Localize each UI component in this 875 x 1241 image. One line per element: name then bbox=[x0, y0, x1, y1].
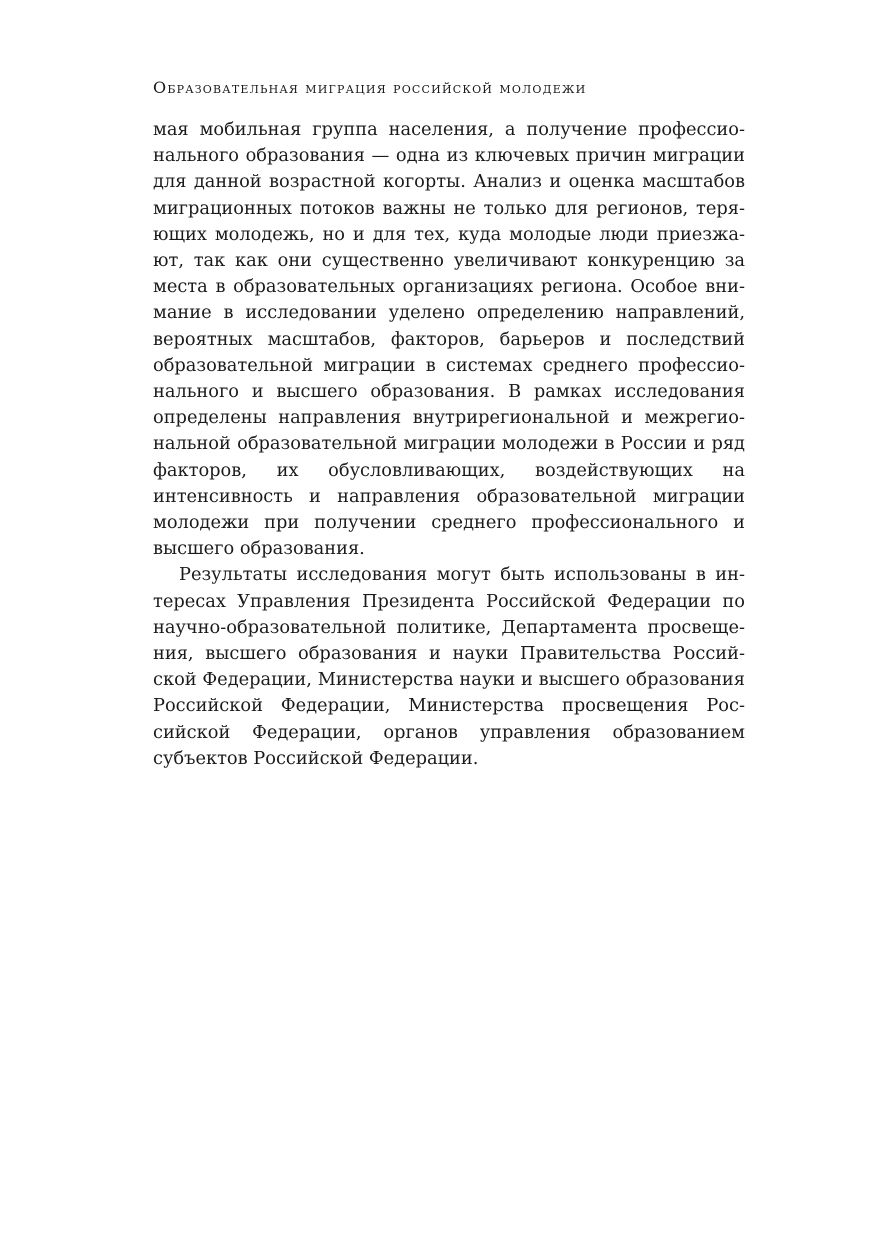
running-header: Образовательная миграция российской молодежи bbox=[153, 78, 587, 97]
body-text bbox=[153, 117, 745, 772]
paragraph-continued: мая мобильная группа населения, а получение профессионального образования — одна из ключевых причин миграции для данной возрастной когорты. Анализ и оценка масштабов миграционных потоков важны не только для регионов, теряющих молодежь, но и для тех, куда молодые люди приезжают, так как они существенно увеличивают конкуренцию за места в образовательных организациях региона. Особое внимание в исследовании уделено определению направлений, вероятных масштабов, факторов, барьеров и последствий образовательной миграции в системах среднего профессионального и высшего образования. В рамках исследования определены направления внутрирегиональной и межрегиональной образовательной миграции молодежи в России и ряд факторов, их обусловливающих, воздействующих на интенсивность и направления образовательной миграции молодежи при получении среднего профессионального и высшего образования. bbox=[153, 119, 745, 560]
paragraph-results: Результаты исследования могут быть использованы в интересах Управления Президента Российской Федерации по научно-образовательной политике, Департамента просвещения, высшего образования и науки Правительства Российской Федерации, Министерства науки и высшего образования Российской Федерации, Министерства просвещения Российской Федерации, органов управления образованием субъектов Российской Федерации. bbox=[153, 564, 745, 769]
